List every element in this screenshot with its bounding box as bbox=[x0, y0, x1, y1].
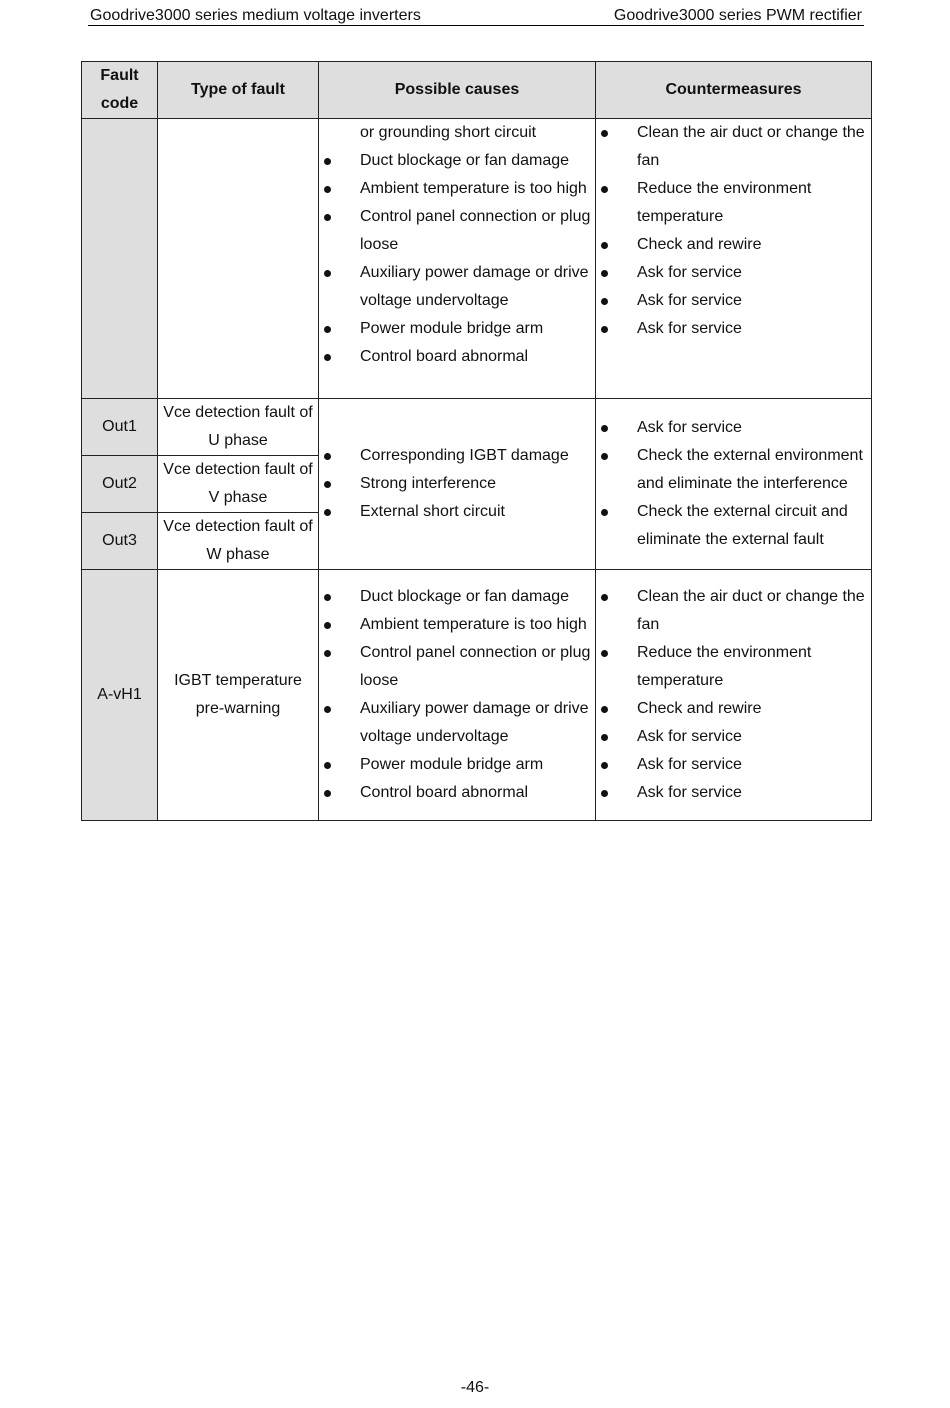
list-item: Ask for service bbox=[596, 414, 871, 442]
list-item: Control panel connection or plug loose bbox=[319, 639, 595, 695]
header-fault-code-line2: code bbox=[100, 95, 139, 112]
list-item: External short circuit bbox=[319, 498, 595, 526]
causes-list bbox=[319, 583, 595, 807]
list-item: Power module bridge arm bbox=[319, 751, 595, 779]
header-right-title: Goodrive3000 series PWM rectifier bbox=[613, 7, 862, 24]
fault-type-cell: Vce detection fault of U phase bbox=[158, 399, 319, 456]
list-item: Ask for service bbox=[596, 751, 871, 779]
countermeasures-cell bbox=[596, 119, 872, 399]
list-item: Reduce the environment temperature bbox=[596, 639, 871, 695]
list-item: Ask for service bbox=[596, 779, 871, 807]
countermeasures-list bbox=[596, 119, 871, 343]
causes-cell bbox=[319, 399, 596, 570]
list-item: Check the external environment and eliminate the interference bbox=[596, 442, 871, 498]
fault-code-cell-empty bbox=[82, 119, 158, 399]
list-item: Duct blockage or fan damage bbox=[319, 583, 595, 611]
list-item: Clean the air duct or change the fan bbox=[596, 583, 871, 639]
list-item: Ask for service bbox=[596, 259, 871, 287]
list-item: Strong interference bbox=[319, 470, 595, 498]
countermeasures-cell bbox=[596, 570, 872, 821]
causes-list bbox=[319, 442, 595, 526]
page-header bbox=[88, 5, 864, 26]
countermeasures-list bbox=[596, 414, 871, 554]
countermeasures-list bbox=[596, 583, 871, 807]
fault-table bbox=[81, 61, 872, 821]
causes-cell bbox=[319, 570, 596, 821]
fault-code-cell: Out3 bbox=[82, 513, 158, 570]
list-item: Corresponding IGBT damage bbox=[319, 442, 595, 470]
list-item: Check and rewire bbox=[596, 695, 871, 723]
fault-type-cell: IGBT temperature pre-warning bbox=[158, 570, 319, 821]
table-row-out1 bbox=[82, 399, 872, 456]
header-possible-causes: Possible causes bbox=[319, 62, 596, 119]
list-item: Ambient temperature is too high bbox=[319, 611, 595, 639]
list-item: or grounding short circuit bbox=[360, 124, 537, 141]
header-type-of-fault: Type of fault bbox=[158, 62, 319, 119]
list-item: Ask for service bbox=[596, 315, 871, 343]
list-item: Control board abnormal bbox=[319, 343, 595, 371]
page-number: -46- bbox=[460, 1379, 490, 1396]
header-fault-code bbox=[82, 62, 158, 119]
list-item: Control board abnormal bbox=[319, 779, 595, 807]
table-header-row bbox=[82, 62, 872, 119]
list-item: Clean the air duct or change the fan bbox=[596, 119, 871, 175]
table-row-continued bbox=[82, 119, 872, 399]
fault-type-cell-empty bbox=[158, 119, 319, 399]
list-item: Ask for service bbox=[596, 723, 871, 751]
list-item: Duct blockage or fan damage bbox=[319, 147, 595, 175]
header-fault-code-line1: Fault bbox=[100, 67, 139, 84]
header-left-title: Goodrive3000 series medium voltage inverters bbox=[90, 7, 421, 24]
list-item: Check the external circuit and eliminate the external fault bbox=[596, 498, 871, 554]
list-item: Ambient temperature is too high bbox=[319, 175, 595, 203]
causes-cell bbox=[319, 119, 596, 399]
fault-type-cell: Vce detection fault of W phase bbox=[158, 513, 319, 570]
causes-list bbox=[319, 119, 595, 371]
list-item: Control panel connection or plug loose bbox=[319, 203, 595, 259]
fault-type-cell: Vce detection fault of V phase bbox=[158, 456, 319, 513]
list-item: Auxiliary power damage or drive voltage undervoltage bbox=[319, 695, 595, 751]
countermeasures-cell bbox=[596, 399, 872, 570]
fault-code-cell: Out2 bbox=[82, 456, 158, 513]
table-row-avh1 bbox=[82, 570, 872, 821]
fault-code-cell: A-vH1 bbox=[82, 570, 158, 821]
list-item: Reduce the environment temperature bbox=[596, 175, 871, 231]
list-item: Check and rewire bbox=[596, 231, 871, 259]
fault-code-cell: Out1 bbox=[82, 399, 158, 456]
list-item: Ask for service bbox=[596, 287, 871, 315]
list-item: Auxiliary power damage or drive voltage undervoltage bbox=[319, 259, 595, 315]
list-item: Power module bridge arm bbox=[319, 315, 595, 343]
header-countermeasures: Countermeasures bbox=[596, 62, 872, 119]
